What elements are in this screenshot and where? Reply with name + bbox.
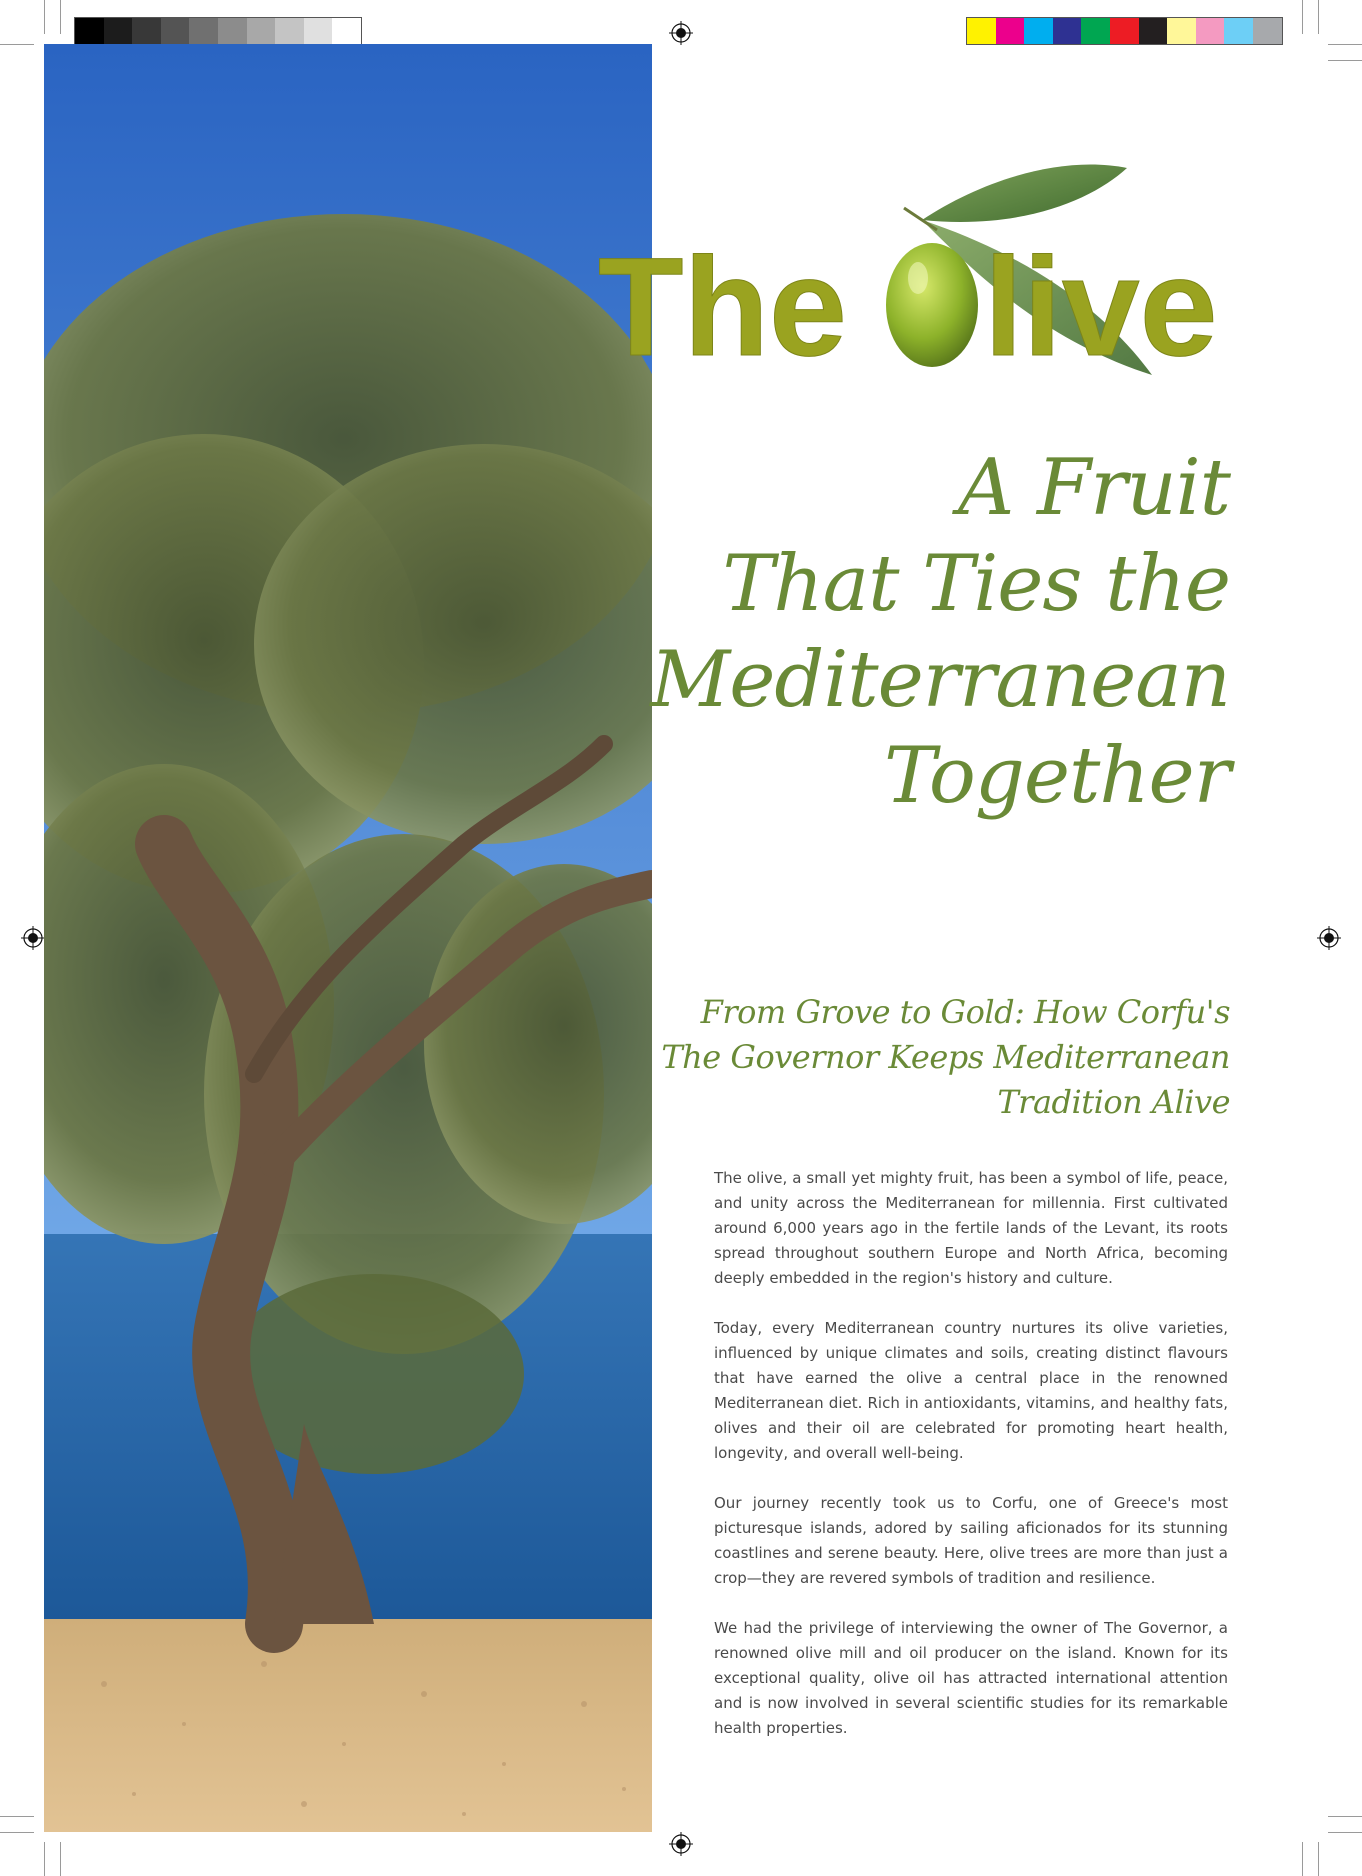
color-swatch bbox=[1224, 18, 1253, 44]
subtitle-line: The Governor Keeps Mediterranean bbox=[661, 1038, 1230, 1076]
article-body bbox=[714, 1166, 1228, 1766]
crop-mark bbox=[1328, 1832, 1362, 1833]
grayscale-color-bar bbox=[74, 17, 362, 45]
crop-mark bbox=[0, 1832, 34, 1833]
registration-mark-icon bbox=[1317, 926, 1341, 950]
title-line: Together bbox=[883, 731, 1230, 821]
process-color-bar bbox=[966, 17, 1283, 45]
color-swatch bbox=[1196, 18, 1225, 44]
color-swatch bbox=[1081, 18, 1110, 44]
article-paragraph: The olive, a small yet mighty fruit, has been a symbol of life, peace, and unity across the Mediterranean for millennia. First cultivated around 6,000 years ago in the fertile lands of the Levant, its roots spread throughout southern Europe and North Africa, becoming deeply embedded in the region's history and culture. bbox=[714, 1169, 1228, 1287]
crop-mark bbox=[1302, 0, 1303, 34]
crop-mark bbox=[0, 1816, 34, 1817]
crop-mark bbox=[44, 0, 45, 34]
registration-mark-icon bbox=[21, 926, 45, 950]
article-paragraph: We had the privilege of interviewing the owner of The Governor, a renowned olive mill and oil producer on the island. Known for its exceptional quality, olive oil has attracted international attention and is now involved in several scientific studies for its remarkable health properties. bbox=[714, 1619, 1228, 1737]
color-swatch bbox=[161, 18, 190, 44]
color-swatch bbox=[275, 18, 304, 44]
color-swatch bbox=[189, 18, 218, 44]
olive-fruit-icon bbox=[886, 243, 978, 367]
crop-mark bbox=[1302, 1842, 1303, 1876]
color-swatch bbox=[1053, 18, 1082, 44]
color-swatch bbox=[104, 18, 133, 44]
color-swatch bbox=[967, 18, 996, 44]
color-swatch bbox=[1139, 18, 1168, 44]
color-swatch bbox=[1110, 18, 1139, 44]
color-swatch bbox=[332, 18, 361, 44]
title-line: That Ties the bbox=[722, 539, 1230, 629]
color-swatch bbox=[1253, 18, 1282, 44]
color-swatch bbox=[132, 18, 161, 44]
crop-mark bbox=[1318, 1842, 1319, 1876]
article-paragraph: Our journey recently took us to Corfu, one of Greece's most picturesque islands, adored by sailing aficionados for its stunning coastlines and serene beauty. Here, olive trees are more than just a crop—they are revered symbols of tradition and resilience. bbox=[714, 1494, 1228, 1587]
olive-tree-photo bbox=[44, 44, 652, 1832]
page-title bbox=[610, 440, 1230, 824]
crop-mark bbox=[1328, 60, 1362, 61]
crop-mark bbox=[1328, 44, 1362, 45]
logo-word-live: live bbox=[984, 228, 1218, 380]
crop-mark bbox=[1318, 0, 1319, 34]
color-swatch bbox=[247, 18, 276, 44]
color-swatch bbox=[1024, 18, 1053, 44]
color-swatch bbox=[996, 18, 1025, 44]
article-subtitle bbox=[630, 990, 1230, 1125]
article-paragraph: Today, every Mediterranean country nurtures its olive varieties, influenced by unique climates and soils, creating distinct flavours that have earned the olive a central place in the renowned Mediterranean diet. Rich in antioxidants, vitamins, and healthy fats, olives and their oil are celebrated for promoting heart health, longevity, and overall well-being. bbox=[714, 1319, 1228, 1462]
color-swatch bbox=[304, 18, 333, 44]
color-swatch bbox=[75, 18, 104, 44]
crop-mark bbox=[44, 1842, 45, 1876]
crop-mark bbox=[1328, 1816, 1362, 1817]
color-swatch bbox=[1167, 18, 1196, 44]
subtitle-line: Tradition Alive bbox=[997, 1083, 1230, 1121]
title-line: Mediterranean bbox=[650, 635, 1230, 725]
registration-mark-icon bbox=[669, 21, 693, 45]
crop-mark bbox=[60, 0, 61, 34]
crop-mark bbox=[60, 1842, 61, 1876]
the-olive-logo bbox=[592, 150, 1242, 380]
registration-mark-icon bbox=[669, 1832, 693, 1856]
logo-word-the: The bbox=[598, 228, 847, 380]
subtitle-line: From Grove to Gold: How Corfu's bbox=[700, 993, 1230, 1031]
color-swatch bbox=[218, 18, 247, 44]
crop-mark bbox=[0, 44, 34, 45]
title-line: A Fruit bbox=[957, 443, 1230, 533]
